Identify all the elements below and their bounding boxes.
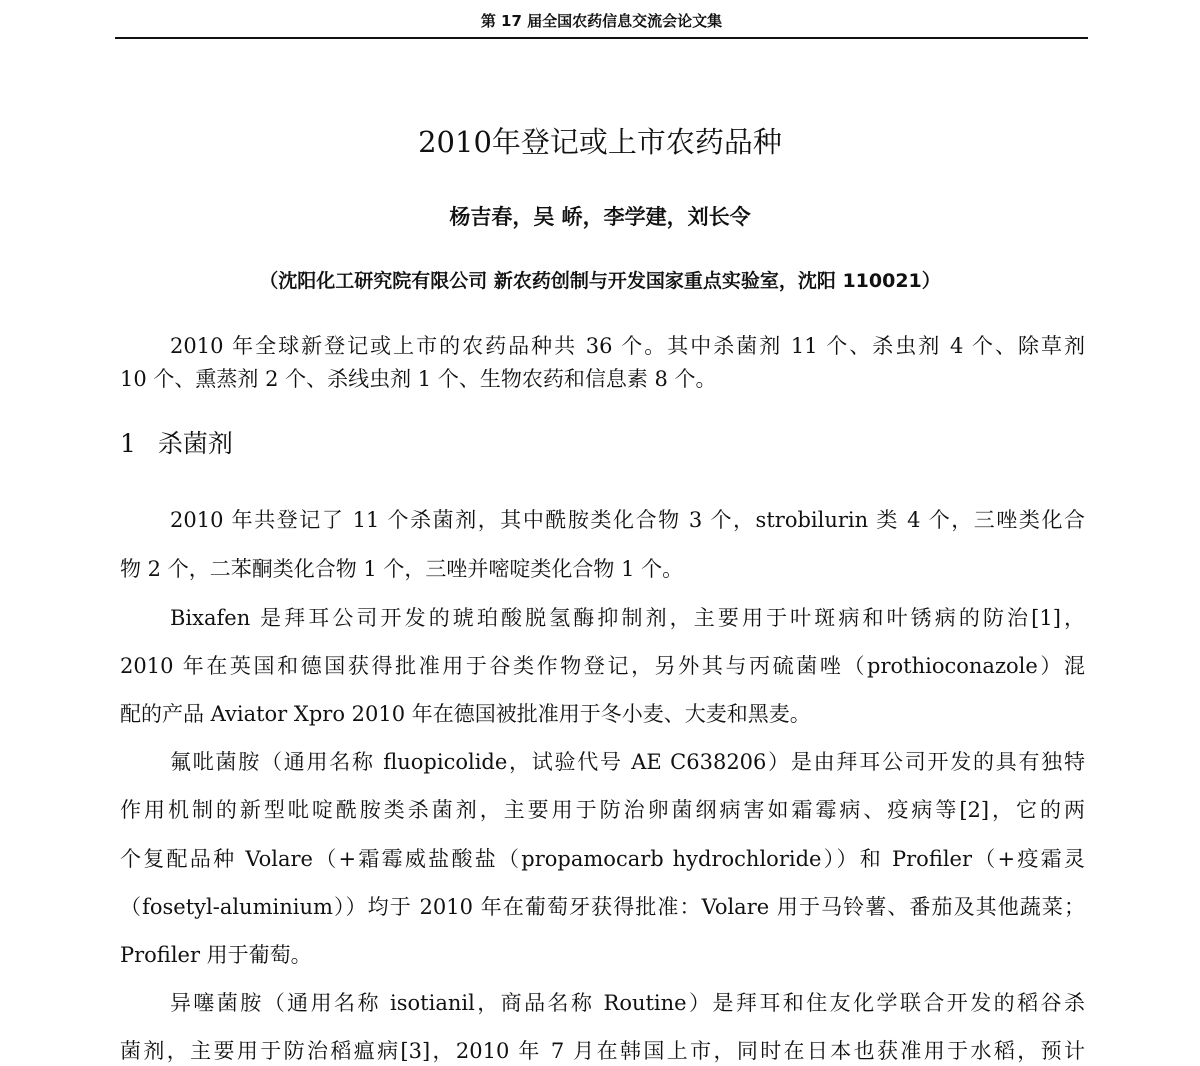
paragraph-line: 异噻菌胺（通用名称 isotianil，商品名称 Routine）是拜耳和住友化学联合开发的稻谷杀: [170, 991, 1085, 1015]
header-rule: [115, 37, 1088, 39]
paper-title: 2010年登记或上市农药品种: [418, 125, 782, 159]
paragraph-line: （fosetyl-aluminium））均于 2010 年在葡萄牙获得批准：Volare 用于马铃薯、番茄及其他蔬菜；: [120, 895, 1085, 919]
section-title: 杀菌剂: [157, 429, 233, 458]
paragraph-line: 2010 年共登记了 11 个杀菌剂，其中酰胺类化合物 3 个，strobilurin 类 4 个，三唑类化合: [170, 508, 1085, 532]
affiliation: （沈阳化工研究院有限公司 新农药创制与开发国家重点实验室，沈阳 110021）: [259, 270, 941, 292]
paragraph-line: 氟吡菌胺（通用名称 fluopicolide，试验代号 AE C638206）是由拜耳公司开发的具有独特: [170, 750, 1085, 774]
authors: 杨吉春，吴 峤，李学建，刘长令: [449, 205, 751, 229]
paragraph-line: 作用机制的新型吡啶酰胺类杀菌剂，主要用于防治卵菌纲病害如霜霉病、疫病等[2]，它的两: [120, 798, 1085, 822]
paragraph-line: 2010 年在英国和德国获得批准用于谷类作物登记，另外其与丙硫菌唑（prothioconazole）混: [120, 654, 1085, 678]
section-heading: [120, 424, 255, 460]
intro-line: 2010 年全球新登记或上市的农药品种共 36 个。其中杀菌剂 11 个、杀虫剂 4 个、除草剂: [170, 334, 1085, 358]
paragraph-line: 物 2 个，二苯酮类化合物 1 个，三唑并嘧啶类化合物 1 个。: [120, 557, 684, 581]
paragraph-line: 菌剂，主要用于防治稻瘟病[3]，2010 年 7 月在韩国上市，同时在日本也获准用于水稻，预计: [120, 1039, 1085, 1063]
paragraph-line: Profiler 用于葡萄。: [120, 943, 312, 967]
intro-line: 10 个、熏蒸剂 2 个、杀线虫剂 1 个、生物农药和信息素 8 个。: [120, 367, 717, 391]
paragraph-line: 配的产品 Aviator Xpro 2010 年在德国被批准用于冬小麦、大麦和黑麦。: [120, 702, 811, 726]
section-number: 1: [120, 429, 136, 458]
paragraph-line: Bixafen 是拜耳公司开发的琥珀酸脱氢酶抑制剂，主要用于叶斑病和叶锈病的防治[1]，: [170, 606, 1085, 630]
running-header: 第 17 届全国农药信息交流会论文集: [480, 12, 723, 30]
paragraph-line: 个复配品种 Volare（+霜霉威盐酸盐（propamocarb hydrochloride））和 Profiler（+疫霜灵: [120, 847, 1085, 871]
